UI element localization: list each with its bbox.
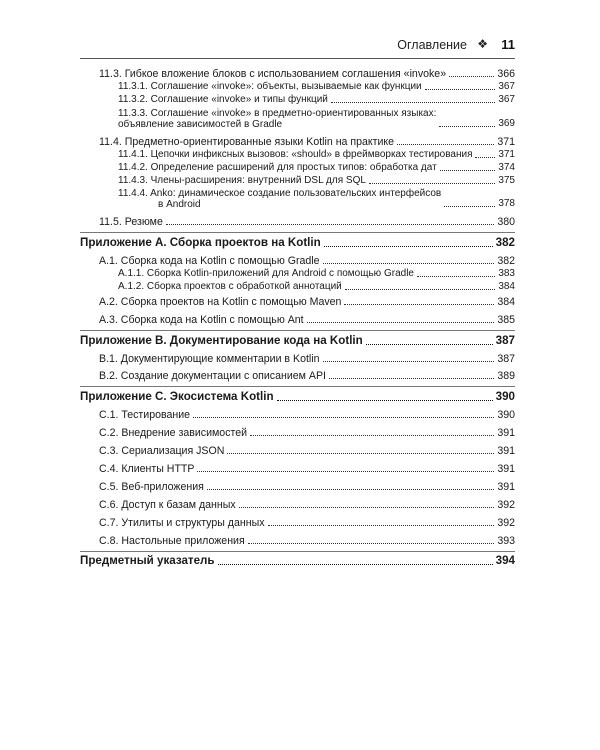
toc-entry-page: 389 bbox=[497, 370, 515, 382]
toc-entry-text bbox=[118, 108, 436, 130]
toc-entry-page: 385 bbox=[497, 314, 515, 326]
toc-entry-text bbox=[118, 188, 441, 210]
toc-leader bbox=[369, 183, 495, 184]
toc-entry-text: С.7. Утилиты и структуры данных bbox=[99, 517, 265, 529]
toc-leader bbox=[444, 206, 495, 207]
toc-entry bbox=[80, 68, 515, 80]
toc-entry-text: С.2. Внедрение зависимостей bbox=[99, 427, 248, 439]
toc-entry-page: 371 bbox=[497, 136, 515, 148]
toc-entry bbox=[80, 296, 515, 308]
toc-leader bbox=[439, 126, 495, 127]
header-rule bbox=[80, 58, 515, 59]
toc-leader bbox=[218, 564, 493, 565]
toc-entry-page: 391 bbox=[497, 427, 515, 439]
toc-leader bbox=[268, 525, 495, 526]
toc-chapter-text: Приложение В. Документирование кода на Kotlin bbox=[80, 334, 363, 347]
running-header bbox=[80, 38, 515, 54]
toc-leader bbox=[166, 224, 494, 225]
toc-entry-line2: объявление зависимостей в Gradle bbox=[118, 119, 283, 130]
toc-entry bbox=[80, 463, 515, 475]
toc-entry-text: 11.4.1. Цепочки инфиксных вызовов: «should» в фреймворках тестирования bbox=[118, 149, 473, 160]
toc-entry-page: 380 bbox=[497, 216, 515, 228]
toc-entry-text: 11.4.3. Члены-расширения: внутренний DSL для SQL bbox=[118, 175, 366, 186]
toc-entry-text: 11.3. Гибкое вложение блоков с использованием соглашения «invoke» bbox=[99, 68, 447, 80]
toc-entry-page: 371 bbox=[498, 149, 515, 160]
toc-entry bbox=[80, 535, 515, 547]
toc-leader bbox=[329, 378, 494, 379]
toc-leader bbox=[331, 102, 495, 103]
toc-leader bbox=[193, 417, 494, 418]
toc-leader bbox=[397, 144, 494, 145]
toc-entry bbox=[80, 108, 515, 130]
toc-leader bbox=[250, 435, 494, 436]
toc-entry bbox=[80, 517, 515, 529]
toc-entry-page: 393 bbox=[497, 535, 515, 547]
toc-entry-page: 382 bbox=[497, 255, 515, 267]
toc-leader bbox=[449, 76, 494, 77]
toc-chapter bbox=[80, 236, 515, 250]
toc-entry-line1: 11.4.4. Anko: динамическое создание пользовательских интерфейсов bbox=[118, 188, 442, 199]
toc-chapter bbox=[80, 554, 515, 568]
toc-leader bbox=[227, 453, 494, 454]
toc-entry bbox=[80, 175, 515, 187]
toc-entry bbox=[80, 81, 515, 93]
toc-entry bbox=[80, 149, 515, 161]
toc-entry-page: 378 bbox=[498, 198, 515, 209]
toc-entry-page: 392 bbox=[497, 499, 515, 511]
toc-entry-text: 11.4. Предметно-ориентированные языки Kotlin на практике bbox=[99, 136, 395, 148]
toc-entry bbox=[80, 255, 515, 267]
toc-chapter bbox=[80, 334, 515, 348]
toc-entry-text: А.3. Сборка кода на Kotlin с помощью Ant bbox=[99, 314, 304, 326]
section-divider bbox=[80, 551, 515, 552]
toc-entry-text: С.4. Клиенты HTTP bbox=[99, 463, 195, 475]
header-dingbat-icon: ❖ bbox=[477, 37, 488, 51]
toc-entry-page: 391 bbox=[497, 463, 515, 475]
toc-entry-text: А.2. Сборка проектов на Kotlin с помощью Maven bbox=[99, 296, 342, 308]
toc-entry-page: 375 bbox=[498, 175, 515, 186]
toc-entry bbox=[80, 281, 515, 293]
toc-leader bbox=[475, 157, 495, 158]
toc-chapter-page: 394 bbox=[495, 554, 515, 567]
toc-leader bbox=[248, 543, 495, 544]
toc-leader bbox=[344, 304, 494, 305]
toc-entry-page: 374 bbox=[498, 162, 515, 173]
toc-entry-page: 387 bbox=[497, 353, 515, 365]
toc-chapter-page: 390 bbox=[495, 390, 515, 403]
toc-leader bbox=[277, 400, 493, 401]
header-page-number: 11 bbox=[501, 37, 515, 52]
section-divider bbox=[80, 330, 515, 331]
toc-entry-text: С.8. Настольные приложения bbox=[99, 535, 245, 547]
toc-chapter-text: Приложение А. Сборка проектов на Kotlin bbox=[80, 236, 321, 249]
toc-entry-text: С.1. Тестирование bbox=[99, 409, 191, 421]
toc-entry-text: С.3. Сериализация JSON bbox=[99, 445, 225, 457]
toc-chapter bbox=[80, 390, 515, 404]
toc-entry-text: А.1.1. Сборка Kotlin-приложений для Android с помощью Gradle bbox=[118, 268, 414, 279]
toc-entry-page: 384 bbox=[497, 296, 515, 308]
toc-entry bbox=[80, 162, 515, 174]
header-section-title: Оглавление bbox=[397, 38, 467, 52]
toc-entry-page: 367 bbox=[498, 94, 515, 105]
toc-entry-page: 366 bbox=[497, 68, 515, 80]
toc-entry bbox=[80, 409, 515, 421]
toc-entry-page: 391 bbox=[497, 481, 515, 493]
toc-entry-text: А.1. Сборка кода на Kotlin с помощью Gradle bbox=[99, 255, 320, 267]
toc-entry-text: С.6. Доступ к базам данных bbox=[99, 499, 236, 511]
toc-entry-page: 392 bbox=[497, 517, 515, 529]
toc-entry bbox=[80, 188, 515, 210]
toc-leader bbox=[324, 246, 493, 247]
toc-entry-line2: в Android bbox=[158, 199, 201, 210]
toc-entry bbox=[80, 427, 515, 439]
toc-entry bbox=[80, 268, 515, 280]
toc-entry-text: В.1. Документирующие комментарии в Kotlin bbox=[99, 353, 320, 365]
section-divider bbox=[80, 232, 515, 233]
toc-entry-page: 384 bbox=[498, 281, 515, 292]
toc-leader bbox=[197, 471, 494, 472]
toc-leader bbox=[207, 489, 494, 490]
toc-entry bbox=[80, 94, 515, 106]
toc-chapter-page: 382 bbox=[495, 236, 515, 249]
toc-entry bbox=[80, 314, 515, 326]
toc-entry bbox=[80, 353, 515, 365]
toc-leader bbox=[345, 289, 496, 290]
toc-entry-text: В.2. Создание документации с описанием API bbox=[99, 370, 326, 382]
toc-entry-text: 11.5. Резюме bbox=[99, 216, 163, 228]
toc-leader bbox=[239, 507, 495, 508]
toc-chapter-text: Предметный указатель bbox=[80, 554, 215, 567]
toc-entry-page: 369 bbox=[498, 118, 515, 129]
toc-leader bbox=[417, 276, 495, 277]
toc-entry-page: 367 bbox=[498, 81, 515, 92]
toc-chapter-text: Приложение С. Экосистема Kotlin bbox=[80, 390, 274, 403]
toc-leader bbox=[307, 322, 495, 323]
toc-entry bbox=[80, 481, 515, 493]
toc-entry-text: 11.4.2. Определение расширений для простых типов: обработка дат bbox=[118, 162, 437, 173]
toc-entry bbox=[80, 136, 515, 148]
toc-entry-page: 383 bbox=[498, 268, 515, 279]
toc-entry bbox=[80, 499, 515, 511]
toc-entry-text: А.1.2. Сборка проектов с обработкой аннотаций bbox=[118, 281, 342, 292]
toc-leader bbox=[323, 361, 495, 362]
toc-entry-line1: 11.3.3. Соглашение «invoke» в предметно-ориентированных языках: bbox=[118, 108, 437, 119]
toc-entry-page: 391 bbox=[497, 445, 515, 457]
toc-entry bbox=[80, 445, 515, 457]
toc-entry bbox=[80, 370, 515, 382]
toc-entry-page: 390 bbox=[497, 409, 515, 421]
toc-leader bbox=[425, 89, 496, 90]
toc-leader bbox=[440, 170, 496, 171]
section-divider bbox=[80, 386, 515, 387]
toc-entry bbox=[80, 216, 515, 228]
toc-leader bbox=[366, 344, 493, 345]
toc-entry-text: 11.3.2. Соглашение «invoke» и типы функций bbox=[118, 94, 328, 105]
toc-leader bbox=[323, 263, 495, 264]
toc-chapter-page: 387 bbox=[495, 334, 515, 347]
toc-entry-text: С.5. Веб-приложения bbox=[99, 481, 204, 493]
toc-entry-text: 11.3.1. Соглашение «invoke»: объекты, вызываемые как функции bbox=[118, 81, 422, 92]
